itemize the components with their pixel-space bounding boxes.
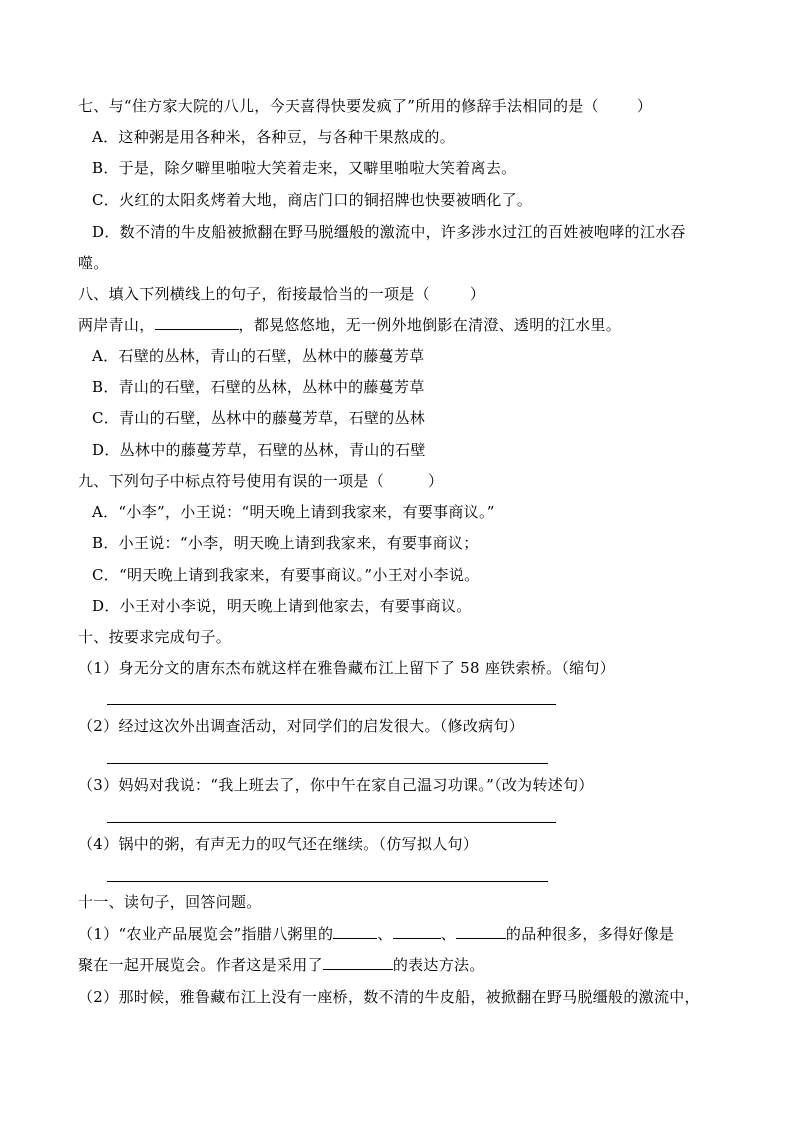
q7-stem-text: 七、与“住方家大院的八儿，今天喜得快要发疯了”所用的修辞手法相同的是（ — [78, 97, 599, 115]
q7-stem — [78, 96, 652, 116]
q9-option-d: D．小王对小李说，明天晚上请到他家去，有要事商议。 — [92, 597, 472, 615]
q10-answer-line-4[interactable] — [107, 881, 548, 882]
q7-option-a: A．这种粥是用各种米，各种豆，与各种干果熬成的。 — [92, 128, 456, 146]
q10-item-4: （4）锅中的粥，有声无力的叹气还在继续。（仿写拟人句） — [78, 835, 479, 853]
q11-blank-2[interactable] — [393, 924, 441, 939]
q7-option-c: C．火红的太阳炙烤着大地，商店门口的铜招牌也快要被晒化了。 — [92, 191, 533, 209]
q9-option-c: C．“明天晚上请到我家来，有要事商议。”小王对小李说。 — [92, 566, 480, 584]
q8-sentence-end: ，都晃悠悠地，无一例外地倒影在清澄、透明的江水里。 — [238, 316, 622, 334]
q10-stem: 十、按要求完成句子。 — [78, 628, 232, 646]
q10-answer-line-2[interactable] — [107, 763, 548, 764]
q10-item-1: （1）身无分文的唐东杰布就这样在雅鲁藏布江上留下了 58 座铁索桥。（缩句） — [78, 659, 616, 677]
q11-blank-3[interactable] — [456, 924, 506, 939]
q9-stem-close: ） — [428, 472, 444, 490]
q11-item-1-end: 的品种很多，多得好像是 — [505, 925, 675, 943]
q8-sentence-start: 两岸青山， — [78, 316, 155, 334]
q11-item-1-start: （1）“农业产品展览会”指腊八粥里的 — [78, 925, 334, 943]
q11-sep-1: 、 — [377, 925, 393, 943]
q8-stem-close: ） — [469, 285, 486, 303]
q7-option-d: D．数不清的牛皮船被掀翻在野马脱缰般的激流中，许多涉水过江的百姓被咆哮的江水吞 — [92, 223, 686, 241]
q9-option-b: B．小王说：“小李，明天晚上请到我家来，有要事商议； — [92, 534, 479, 552]
q8-stem-text: 八、填入下列横线上的句子，衔接最恰当的一项是（ — [78, 285, 430, 303]
q11-item-2: （2）那时候，雅鲁藏布江上没有一座桥，数不清的牛皮船，被掀翻在野马脱缰般的激流中， — [78, 988, 700, 1006]
q8-sentence — [78, 315, 621, 335]
q11-item-1-cont-end: 的表达方法。 — [392, 956, 485, 974]
q11-blank-1[interactable] — [333, 924, 377, 939]
q8-option-a: A．石壁的丛林，青山的石壁，丛林中的藤蔓芳草 — [92, 347, 425, 365]
q9-stem-text: 九、下列句子中标点符号使用有误的一项是（ — [78, 472, 385, 490]
q10-item-3: （3）妈妈对我说：“我上班去了，你中午在家自己温习功课。”（改为转述句） — [78, 776, 594, 794]
q8-option-d: D．丛林中的藤蔓芳草，石壁的丛林，青山的石壁 — [92, 441, 426, 459]
q10-answer-line-3[interactable] — [107, 822, 556, 823]
q9-stem — [78, 471, 443, 491]
q8-option-c: C．青山的石壁，丛林中的藤蔓芳草，石壁的丛林 — [92, 409, 426, 427]
q11-stem: 十一、读句子，回答问题。 — [78, 893, 262, 911]
q10-answer-line-1[interactable] — [107, 704, 556, 705]
q11-item-1 — [78, 924, 674, 944]
q11-sep-2: 、 — [440, 925, 456, 943]
q7-stem-close: ） — [636, 97, 653, 115]
q7-option-d-cont: 噬。 — [78, 254, 109, 272]
q11-blank-4[interactable] — [323, 955, 393, 970]
q10-item-2: （2）经过这次外出调查活动，对同学们的启发很大。（修改病句） — [78, 717, 525, 735]
q11-item-1-cont — [78, 955, 485, 975]
q7-option-b: B．于是，除夕噼里啪啦大笑着走来，又噼里啪啦大笑着离去。 — [92, 159, 517, 177]
q8-blank[interactable] — [155, 315, 239, 330]
q8-stem — [78, 284, 485, 304]
q8-option-b: B．青山的石壁，石壁的丛林，丛林中的藤蔓芳草 — [92, 378, 425, 396]
q11-item-1-cont-start: 聚在一起开展览会。作者这是采用了 — [78, 956, 323, 974]
q9-option-a: A．“小李”，小王说：“明天晚上请到我家来，有要事商议。” — [92, 503, 495, 521]
